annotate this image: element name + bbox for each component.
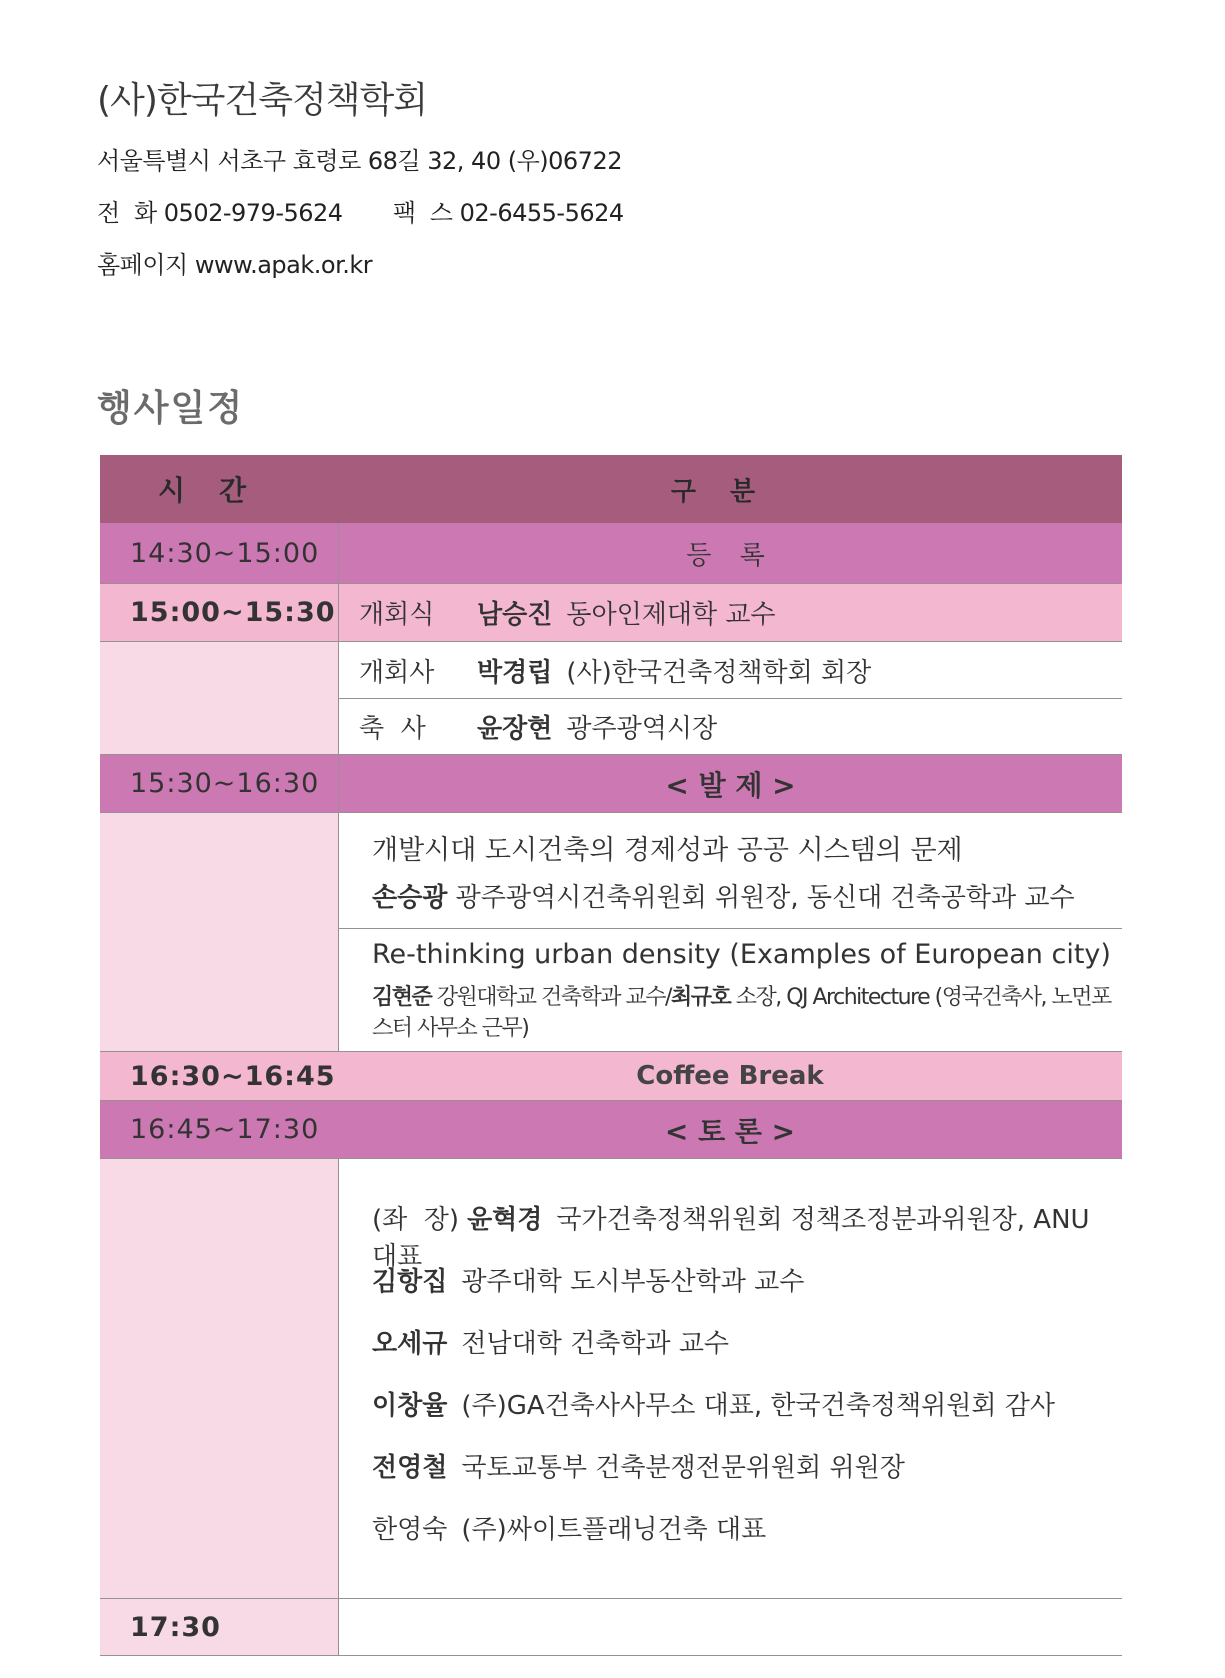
panel-role: (좌 장) [372,1205,460,1235]
panel-name: 오세규 [372,1329,448,1359]
panel-member [372,1509,767,1545]
registration-label: 등 록 [338,523,1122,583]
presentation-label: < 발 제 > [338,755,1122,812]
registration-row [100,523,1122,583]
presentation-title-1: 개발시대 도시건축의 경제성과 공공 시스템의 문제 [372,834,963,866]
presentation-speaker-1 [372,877,1075,914]
org-homepage [97,245,624,280]
panel-desc: 국가건축정책위원회 정책조정분과위원장, ANU 대표 [372,1205,1090,1272]
table-header [100,455,1122,523]
panel-name: 전영철 [372,1453,448,1483]
opening-desc-1: 동아인제대학 교수 [566,600,776,630]
discussion-panel-row [100,1158,1122,1598]
panel-desc: (주)싸이트플래닝건축 대표 [461,1515,767,1545]
presenter-desc-1: 광주광역시건축위원회 위원장, 동신대 건축공학과 교수 [455,882,1075,913]
panel-desc: 광주대학 도시부동산학과 교수 [461,1267,805,1297]
presentation-item-1 [100,812,1122,928]
closing-row [100,1598,1122,1656]
break-row [100,1051,1122,1100]
presenter-name-2: 김현준 [372,984,432,1010]
header-category: 구분 [670,476,790,507]
phone-number: 0502-979-5624 [163,199,343,227]
presentation-title-2: Re-thinking urban density (Examples of European city) [372,938,1111,970]
panel-name: 이창율 [372,1391,448,1421]
opening-name-2: 박경립 [477,657,553,688]
presenter-desc-2: 강원대학교 건축학과 교수/ [436,984,671,1010]
panel-member [372,1385,1055,1421]
break-label: Coffee Break [338,1052,1122,1100]
opening-desc-3: 광주광역시장 [566,714,718,744]
opening-ceremony [338,584,1122,641]
panel-desc: 전남대학 건축학과 교수 [461,1329,730,1359]
presenter-name-1: 손승광 [372,882,448,913]
section-title: 행사일정 [97,388,245,429]
opening-address [338,642,1122,698]
break-time: 16:30~16:45 [100,1052,338,1100]
panel-name: 김항집 [372,1267,448,1297]
closing-time: 17:30 [100,1599,338,1655]
panel-list [338,1159,1122,1598]
panel-name: 한영숙 [372,1515,448,1545]
discussion-header-row [100,1100,1122,1158]
phone-label: 전 화 [97,199,157,227]
panel-desc: (주)GA건축사사무소 대표, 한국건축정책위원회 감사 [461,1391,1055,1421]
presenter-desc-3: 소장, QJ Architecture (영국건축사, 노먼포스터 사무소 근무) [372,984,1111,1041]
panel-member [372,1323,730,1359]
opening-name-3: 윤장현 [477,714,553,744]
homepage-link[interactable]: www.apak.or.kr [194,251,373,279]
opening-time: 15:00~15:30 [100,584,338,641]
panel-desc: 국토교통부 건축분쟁전문위원회 위원장 [461,1453,905,1483]
presentation-header-row [100,754,1122,812]
discussion-label: < 토 론 > [338,1101,1122,1158]
discussion-time: 16:45~17:30 [100,1101,338,1158]
org-contact [97,193,624,228]
org-info [97,72,624,297]
homepage-label: 홈페이지 [97,251,188,279]
opening-row-1 [100,583,1122,641]
opening-label-1: 개회식 [359,600,435,630]
presentation-speaker-2 [372,980,1122,1042]
opening-label-3: 축 사 [359,714,426,744]
header-time: 시간 [157,474,281,507]
opening-label-2: 개회사 [359,657,435,688]
panel-name: 윤혁경 [467,1205,543,1235]
org-name: (사)한국건축정책학회 [97,80,428,121]
opening-row-2 [100,641,1122,698]
opening-name-1: 남승진 [477,600,553,630]
panel-member [372,1261,805,1297]
presenter-name-3: 최규호 [670,984,731,1010]
opening-row-3 [100,698,1122,754]
presentation-time: 15:30~16:30 [100,755,338,812]
org-address: 서울특별시 서초구 효령로 68길 32, 40 (우)06722 [97,147,622,175]
panel-member [372,1447,905,1483]
panel-member [372,1199,1122,1272]
presentation-item-2 [100,928,1122,1051]
congratulatory-address [338,698,1122,754]
registration-time: 14:30~15:00 [100,523,338,583]
schedule-table [100,455,1122,1656]
fax-number: 02-6455-5624 [459,199,624,227]
fax-label: 팩 스 [392,199,453,227]
opening-desc-2: (사)한국건축정책학회 회장 [566,657,872,688]
